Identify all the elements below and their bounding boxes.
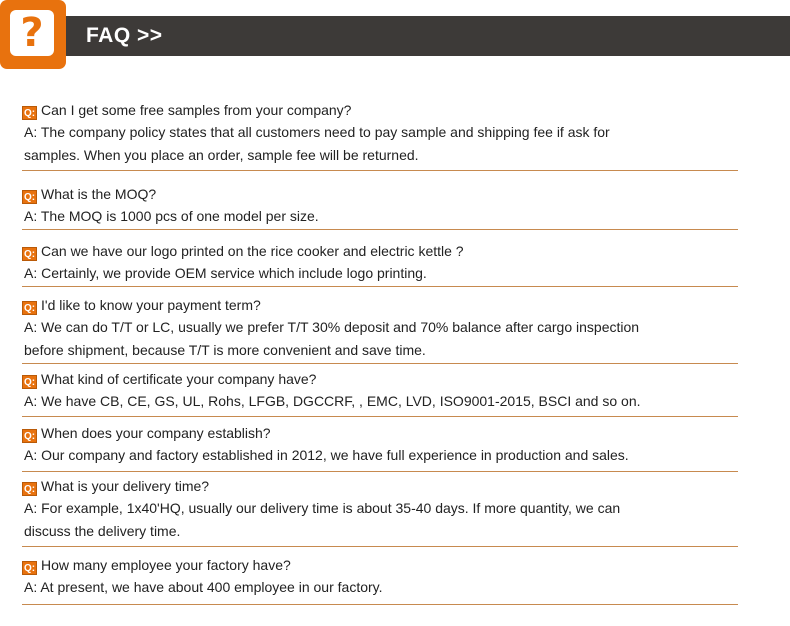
q-badge: Q: <box>23 484 36 495</box>
faq-item <box>22 554 738 599</box>
faq-answer: A: For example, 1x40'HQ, usually our delivery time is about 35-40 days. If more quantity, we can discuss the delivery time. <box>24 500 621 539</box>
banner-bar <box>58 16 790 56</box>
faq-question <box>22 240 738 262</box>
faq-question <box>22 554 738 576</box>
faq-question-text: What is your delivery time? <box>41 478 210 494</box>
faq-question-text: What kind of certificate your company have? <box>41 371 317 387</box>
q-badge: Q: <box>23 249 36 260</box>
faq-divider <box>22 604 738 605</box>
faq-banner <box>0 0 790 72</box>
faq-divider <box>22 416 738 417</box>
faq-answer: A: Certainly, we provide OEM service which include logo printing. <box>24 265 427 281</box>
faq-question <box>22 368 738 390</box>
faq-question-text: When does your company establish? <box>41 425 271 441</box>
q-badge: Q: <box>23 108 36 119</box>
faq-item <box>22 183 738 228</box>
faq-divider <box>22 170 738 171</box>
faq-answer: A: At present, we have about 400 employee in our factory. <box>24 579 383 595</box>
faq-question <box>22 422 738 444</box>
faq-divider <box>22 363 738 364</box>
faq-answer: A: The MOQ is 1000 pcs of one model per size. <box>24 208 319 224</box>
faq-item <box>22 240 738 285</box>
faq-item <box>22 99 738 166</box>
faq-answer: A: The company policy states that all customers need to pay sample and shipping fee if ask for samples. When you place an order, sample fee will be returned. <box>24 124 610 163</box>
faq-question-text: I'd like to know your payment term? <box>41 297 261 313</box>
q-badge: Q: <box>23 192 36 203</box>
faq-question <box>22 99 738 121</box>
question-mark-glyph: ? <box>10 10 54 56</box>
question-mark-icon <box>0 0 66 69</box>
faq-item <box>22 368 738 413</box>
faq-answer: A: We can do T/T or LC, usually we prefer T/T 30% deposit and 70% balance after cargo inspection before shipment, because T/T is more convenient and save time. <box>24 319 640 358</box>
faq-item <box>22 422 738 467</box>
faq-item <box>22 475 738 542</box>
q-badge: Q: <box>23 303 36 314</box>
faq-item <box>22 294 738 361</box>
faq-question-text: Can we have our logo printed on the rice cooker and electric kettle ? <box>41 243 464 259</box>
faq-question-text: Can I get some free samples from your company? <box>41 102 352 118</box>
page-title: FAQ >> <box>86 24 163 47</box>
faq-divider <box>22 471 738 472</box>
faq-divider <box>22 546 738 547</box>
q-badge: Q: <box>23 431 36 442</box>
faq-question <box>22 183 738 205</box>
faq-question <box>22 294 738 316</box>
faq-divider <box>22 286 738 287</box>
faq-divider <box>22 229 738 230</box>
faq-question-text: What is the MOQ? <box>41 186 157 202</box>
faq-answer: A: We have CB, CE, GS, UL, Rohs, LFGB, DGCCRF, , EMC, LVD, ISO9001-2015, BSCI and so on. <box>24 393 641 409</box>
faq-answer: A: Our company and factory established in 2012, we have full experience in production and sales. <box>24 447 629 463</box>
faq-question-text: How many employee your factory have? <box>41 557 291 573</box>
q-badge: Q: <box>23 563 36 574</box>
q-badge: Q: <box>23 377 36 388</box>
faq-question <box>22 475 738 497</box>
